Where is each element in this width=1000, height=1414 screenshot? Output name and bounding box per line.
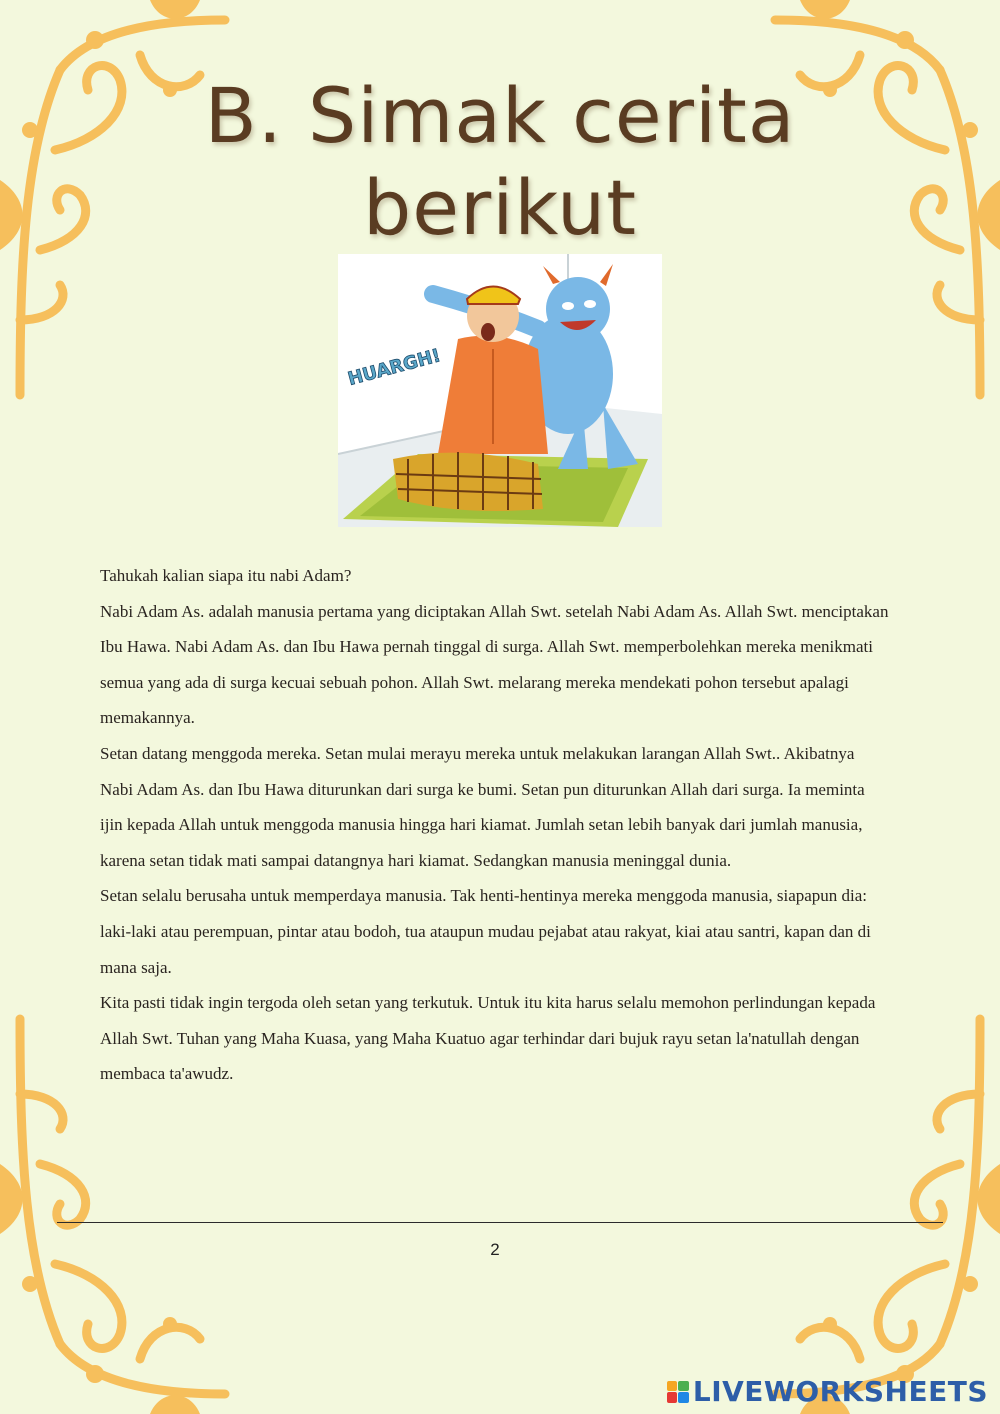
liveworksheets-brand[interactable] [667, 1375, 988, 1408]
paragraph-adam-hawa: Nabi Adam As. adalah manusia pertama yang diciptakan Allah Swt. setelah Nabi Adam As. Allah Swt. menciptakan Ibu Hawa. Nabi Adam As. dan Ibu Hawa pernah tinggal di surga. Allah Swt. memperbolehkan mereka menikmati semua yang ada di surga kecuai sebuah pohon. Allah Swt. melarang mereka mendekati pohon tersebut apalagi memakannya. [100, 601, 889, 728]
paragraph-setan-menggoda: Setan datang menggoda mereka. Setan mulai merayu mereka untuk melakukan larangan Allah Swt.. Akibatnya Nabi Adam As. dan Ibu Hawa diturunkan dari surga ke bumi. Setan pun diturunkan Allah dari surga. Ia meminta ijin kepada Allah untuk menggoda manusia hingga hari kiamat. Jumlah setan lebih banyak dari jumlah manusia, karena setan tidak mati sampai datangnya hari kiamat. Sedangkan manusia meninggal dunia. [100, 743, 865, 870]
story-text [100, 558, 890, 1092]
paragraph-taawudz: Kita pasti tidak ingin tergoda oleh setan yang terkutuk. Untuk itu kita harus selalu memohon perlindungan kepada Allah Swt. Tuhan yang Maha Kuasa, yang Maha Kuatuo agar terhindar dari bujuk rayu setan la'natullah dengan membaca ta'awudz. [100, 993, 876, 1084]
story-illustration [338, 254, 662, 527]
footer-divider [57, 1222, 943, 1223]
page-number: 2 [490, 1240, 500, 1259]
paragraph-question: Tahukah kalian siapa itu nabi Adam? [100, 566, 352, 585]
speech-label: HUARGH! [345, 345, 443, 391]
brand-name: LIVEWORKSHEETS [692, 1375, 988, 1408]
paragraph-setan-memperdaya: Setan selalu berusaha untuk memperdaya manusia. Tak henti-hentinya mereka menggoda manusia, siapapun dia: laki-laki atau perempuan, pintar atau bodoh, tua ataupun mudau pejabat atau rakyat, kiai atau santri, kapan dan di mana saja. [100, 886, 871, 977]
page-title-line-1: B. Simak cerita [204, 71, 796, 160]
liveworksheets-logo-icon [667, 1381, 689, 1403]
page-title [0, 70, 1000, 254]
yawning-man-with-devil-icon [338, 254, 662, 527]
page-title-line-2: berikut [362, 163, 637, 252]
